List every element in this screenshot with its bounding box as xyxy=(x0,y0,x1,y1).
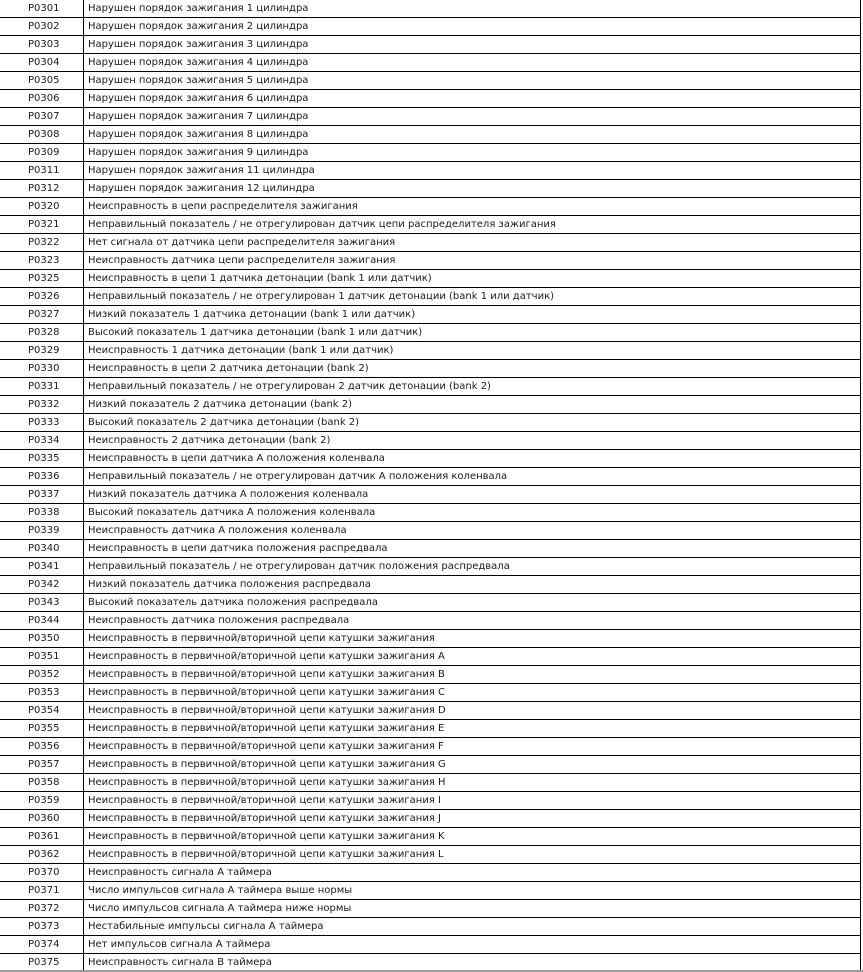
table-row xyxy=(0,720,861,738)
table-row xyxy=(0,234,861,252)
error-code-cell[interactable]: P0334 xyxy=(0,432,84,450)
error-code-cell[interactable]: P0362 xyxy=(0,846,84,864)
error-description-cell[interactable]: Нарушен порядок зажигания 6 цилиндра xyxy=(84,90,861,108)
table-row xyxy=(0,918,861,936)
error-code-cell[interactable]: P0309 xyxy=(0,144,84,162)
table-row xyxy=(0,18,861,36)
error-description-cell[interactable]: Неправильный показатель / не отрегулирован датчик цепи распределителя зажигания xyxy=(84,216,861,234)
error-description-cell[interactable]: Неисправность в первичной/вторичной цепи катушки зажигания A xyxy=(84,648,861,666)
error-code-cell[interactable]: P0301 xyxy=(0,0,84,18)
table-row xyxy=(0,414,861,432)
table-row xyxy=(0,810,861,828)
error-description-cell[interactable]: Высокий показатель 2 датчика детонации (bank 2) xyxy=(84,414,861,432)
error-description-cell[interactable]: Нарушен порядок зажигания 2 цилиндра xyxy=(84,18,861,36)
error-code-cell[interactable]: P0360 xyxy=(0,810,84,828)
table-row xyxy=(0,594,861,612)
error-description-cell[interactable]: Неисправность в первичной/вторичной цепи катушки зажигания H xyxy=(84,774,861,792)
table-row xyxy=(0,108,861,126)
error-description-cell[interactable]: Неисправность в первичной/вторичной цепи катушки зажигания D xyxy=(84,702,861,720)
table-row xyxy=(0,342,861,360)
table-row xyxy=(0,252,861,270)
error-code-cell[interactable]: P0336 xyxy=(0,468,84,486)
error-code-cell[interactable]: P0304 xyxy=(0,54,84,72)
error-code-cell[interactable]: P0355 xyxy=(0,720,84,738)
error-code-cell[interactable]: P0359 xyxy=(0,792,84,810)
table-row xyxy=(0,882,861,900)
error-code-cell[interactable]: P0361 xyxy=(0,828,84,846)
error-description-cell[interactable]: Неисправность датчика цепи распределителя зажигания xyxy=(84,252,861,270)
error-code-cell[interactable]: P0351 xyxy=(0,648,84,666)
error-code-cell[interactable]: P0335 xyxy=(0,450,84,468)
table-row xyxy=(0,216,861,234)
error-code-cell[interactable]: P0322 xyxy=(0,234,84,252)
table-row xyxy=(0,954,861,972)
error-code-cell[interactable]: P0326 xyxy=(0,288,84,306)
error-code-cell[interactable]: P0344 xyxy=(0,612,84,630)
table-row xyxy=(0,612,861,630)
error-description-cell[interactable]: Неисправность в первичной/вторичной цепи катушки зажигания J xyxy=(84,810,861,828)
table-row xyxy=(0,306,861,324)
error-description-cell[interactable]: Неправильный показатель / не отрегулирован датчик положения распредвала xyxy=(84,558,861,576)
error-code-cell[interactable]: P0340 xyxy=(0,540,84,558)
error-code-cell[interactable]: P0332 xyxy=(0,396,84,414)
table-row xyxy=(0,54,861,72)
table-row xyxy=(0,486,861,504)
error-description-cell[interactable]: Неправильный показатель / не отрегулирован 2 датчик детонации (bank 2) xyxy=(84,378,861,396)
error-code-cell[interactable]: P0353 xyxy=(0,684,84,702)
error-description-cell[interactable]: Число импульсов сигнала А таймера выше нормы xyxy=(84,882,861,900)
error-code-cell[interactable]: P0306 xyxy=(0,90,84,108)
error-description-cell[interactable]: Неисправность датчика А положения коленвала xyxy=(84,522,861,540)
error-description-cell[interactable]: Нарушен порядок зажигания 8 цилиндра xyxy=(84,126,861,144)
error-description-cell[interactable]: Нет сигнала от датчика цепи распределителя зажигания xyxy=(84,234,861,252)
error-code-cell[interactable]: P0374 xyxy=(0,936,84,954)
error-code-cell[interactable]: P0352 xyxy=(0,666,84,684)
error-description-cell[interactable]: Нарушен порядок зажигания 4 цилиндра xyxy=(84,54,861,72)
table-row xyxy=(0,270,861,288)
error-code-cell[interactable]: P0371 xyxy=(0,882,84,900)
error-description-cell[interactable]: Неисправность в первичной/вторичной цепи катушки зажигания L xyxy=(84,846,861,864)
error-description-cell[interactable]: Нарушен порядок зажигания 11 цилиндра xyxy=(84,162,861,180)
error-code-cell[interactable]: P0329 xyxy=(0,342,84,360)
error-code-cell[interactable]: P0303 xyxy=(0,36,84,54)
error-description-cell[interactable]: Неисправность в первичной/вторичной цепи катушки зажигания B xyxy=(84,666,861,684)
error-code-cell[interactable]: P0373 xyxy=(0,918,84,936)
error-description-cell[interactable]: Низкий показатель 2 датчика детонации (bank 2) xyxy=(84,396,861,414)
table-row xyxy=(0,360,861,378)
table-row xyxy=(0,756,861,774)
table-row xyxy=(0,522,861,540)
error-code-cell[interactable]: P0321 xyxy=(0,216,84,234)
error-description-cell[interactable]: Неисправность сигнала А таймера xyxy=(84,864,861,882)
error-description-cell[interactable]: Высокий показатель датчика А положения коленвала xyxy=(84,504,861,522)
table-row xyxy=(0,450,861,468)
error-description-cell[interactable]: Неисправность 1 датчика детонации (bank 1 или датчик) xyxy=(84,342,861,360)
table-row xyxy=(0,288,861,306)
error-code-cell[interactable]: P0311 xyxy=(0,162,84,180)
table-row xyxy=(0,738,861,756)
error-code-cell[interactable]: P0333 xyxy=(0,414,84,432)
table-row xyxy=(0,828,861,846)
error-description-cell[interactable]: Неисправность датчика положения распредвала xyxy=(84,612,861,630)
table-row xyxy=(0,162,861,180)
error-code-cell[interactable]: P0375 xyxy=(0,954,84,972)
table-row xyxy=(0,774,861,792)
error-code-cell[interactable]: P0320 xyxy=(0,198,84,216)
table-row xyxy=(0,558,861,576)
error-description-cell[interactable]: Высокий показатель датчика положения распредвала xyxy=(84,594,861,612)
error-code-cell[interactable]: P0342 xyxy=(0,576,84,594)
error-description-cell[interactable]: Неисправность в первичной/вторичной цепи катушки зажигания E xyxy=(84,720,861,738)
table-row xyxy=(0,504,861,522)
error-description-cell[interactable]: Низкий показатель 1 датчика детонации (bank 1 или датчик) xyxy=(84,306,861,324)
error-code-cell[interactable]: P0323 xyxy=(0,252,84,270)
table-row xyxy=(0,36,861,54)
error-code-cell[interactable]: P0372 xyxy=(0,900,84,918)
error-description-cell[interactable]: Неисправность 2 датчика детонации (bank 2) xyxy=(84,432,861,450)
table-row xyxy=(0,702,861,720)
table-row xyxy=(0,540,861,558)
error-description-cell[interactable]: Нарушен порядок зажигания 9 цилиндра xyxy=(84,144,861,162)
table-row xyxy=(0,900,861,918)
error-description-cell[interactable]: Неисправность в первичной/вторичной цепи катушки зажигания K xyxy=(84,828,861,846)
error-description-cell[interactable]: Нет импульсов сигнала А таймера xyxy=(84,936,861,954)
error-code-cell[interactable]: P0354 xyxy=(0,702,84,720)
error-code-cell[interactable]: P0338 xyxy=(0,504,84,522)
error-code-cell[interactable]: P0325 xyxy=(0,270,84,288)
table-row xyxy=(0,432,861,450)
error-description-cell[interactable]: Неправильный показатель / не отрегулирован датчик А положения коленвала xyxy=(84,468,861,486)
error-code-cell[interactable]: P0357 xyxy=(0,756,84,774)
error-description-cell[interactable]: Высокий показатель 1 датчика детонации (bank 1 или датчик) xyxy=(84,324,861,342)
error-code-cell[interactable]: P0331 xyxy=(0,378,84,396)
table-row xyxy=(0,378,861,396)
error-description-cell[interactable]: Неисправность сигнала В таймера xyxy=(84,954,861,972)
error-description-cell[interactable]: Низкий показатель датчика А положения коленвала xyxy=(84,486,861,504)
table-row xyxy=(0,90,861,108)
table-row xyxy=(0,576,861,594)
error-description-cell[interactable]: Неисправность в первичной/вторичной цепи катушки зажигания C xyxy=(84,684,861,702)
error-description-cell[interactable]: Нарушен порядок зажигания 7 цилиндра xyxy=(84,108,861,126)
error-code-cell[interactable]: P0358 xyxy=(0,774,84,792)
error-code-cell[interactable]: P0327 xyxy=(0,306,84,324)
table-row xyxy=(0,936,861,954)
error-description-cell[interactable]: Неисправность в цепи 1 датчика детонации (bank 1 или датчик) xyxy=(84,270,861,288)
error-code-cell[interactable]: P0312 xyxy=(0,180,84,198)
error-description-cell[interactable]: Неисправность в цепи датчика положения распредвала xyxy=(84,540,861,558)
error-description-cell[interactable]: Неисправность в первичной/вторичной цепи катушки зажигания G xyxy=(84,756,861,774)
table-row xyxy=(0,846,861,864)
table-row xyxy=(0,792,861,810)
error-description-cell[interactable]: Неисправность в цепи датчика А положения коленвала xyxy=(84,450,861,468)
table-row xyxy=(0,144,861,162)
error-description-cell[interactable]: Неисправность в первичной/вторичной цепи катушки зажигания F xyxy=(84,738,861,756)
error-code-cell[interactable]: P0337 xyxy=(0,486,84,504)
table-row xyxy=(0,72,861,90)
error-code-cell[interactable]: P0330 xyxy=(0,360,84,378)
table-row xyxy=(0,396,861,414)
table-row xyxy=(0,648,861,666)
table-row xyxy=(0,198,861,216)
error-code-cell[interactable]: P0328 xyxy=(0,324,84,342)
error-description-cell[interactable]: Нарушен порядок зажигания 1 цилиндра xyxy=(84,0,861,18)
error-code-cell[interactable]: P0343 xyxy=(0,594,84,612)
error-description-cell[interactable]: Неисправность в первичной/вторичной цепи катушки зажигания xyxy=(84,630,861,648)
error-description-cell[interactable]: Число импульсов сигнала А таймера ниже нормы xyxy=(84,900,861,918)
table-row xyxy=(0,468,861,486)
error-description-cell[interactable]: Нестабильные импульсы сигнала А таймера xyxy=(84,918,861,936)
error-code-cell[interactable]: P0350 xyxy=(0,630,84,648)
error-description-cell[interactable]: Низкий показатель датчика положения распредвала xyxy=(84,576,861,594)
error-code-cell[interactable]: P0307 xyxy=(0,108,84,126)
error-code-cell[interactable]: P0370 xyxy=(0,864,84,882)
error-code-cell[interactable]: P0341 xyxy=(0,558,84,576)
error-code-cell[interactable]: P0339 xyxy=(0,522,84,540)
error-code-cell[interactable]: P0302 xyxy=(0,18,84,36)
table-row xyxy=(0,324,861,342)
table-row xyxy=(0,864,861,882)
error-description-cell[interactable]: Нарушен порядок зажигания 5 цилиндра xyxy=(84,72,861,90)
error-description-cell[interactable]: Нарушен порядок зажигания 3 цилиндра xyxy=(84,36,861,54)
error-description-cell[interactable]: Неправильный показатель / не отрегулирован 1 датчик детонации (bank 1 или датчик) xyxy=(84,288,861,306)
table-row xyxy=(0,630,861,648)
table-row xyxy=(0,666,861,684)
table-row xyxy=(0,180,861,198)
table-row xyxy=(0,0,861,18)
error-description-cell[interactable]: Неисправность в цепи 2 датчика детонации (bank 2) xyxy=(84,360,861,378)
error-description-cell[interactable]: Неисправность в цепи распределителя зажигания xyxy=(84,198,861,216)
error-description-cell[interactable]: Нарушен порядок зажигания 12 цилиндра xyxy=(84,180,861,198)
table-row xyxy=(0,684,861,702)
table-row xyxy=(0,126,861,144)
error-code-cell[interactable]: P0308 xyxy=(0,126,84,144)
error-description-cell[interactable]: Неисправность в первичной/вторичной цепи катушки зажигания I xyxy=(84,792,861,810)
error-code-cell[interactable]: P0305 xyxy=(0,72,84,90)
error-code-cell[interactable]: P0356 xyxy=(0,738,84,756)
